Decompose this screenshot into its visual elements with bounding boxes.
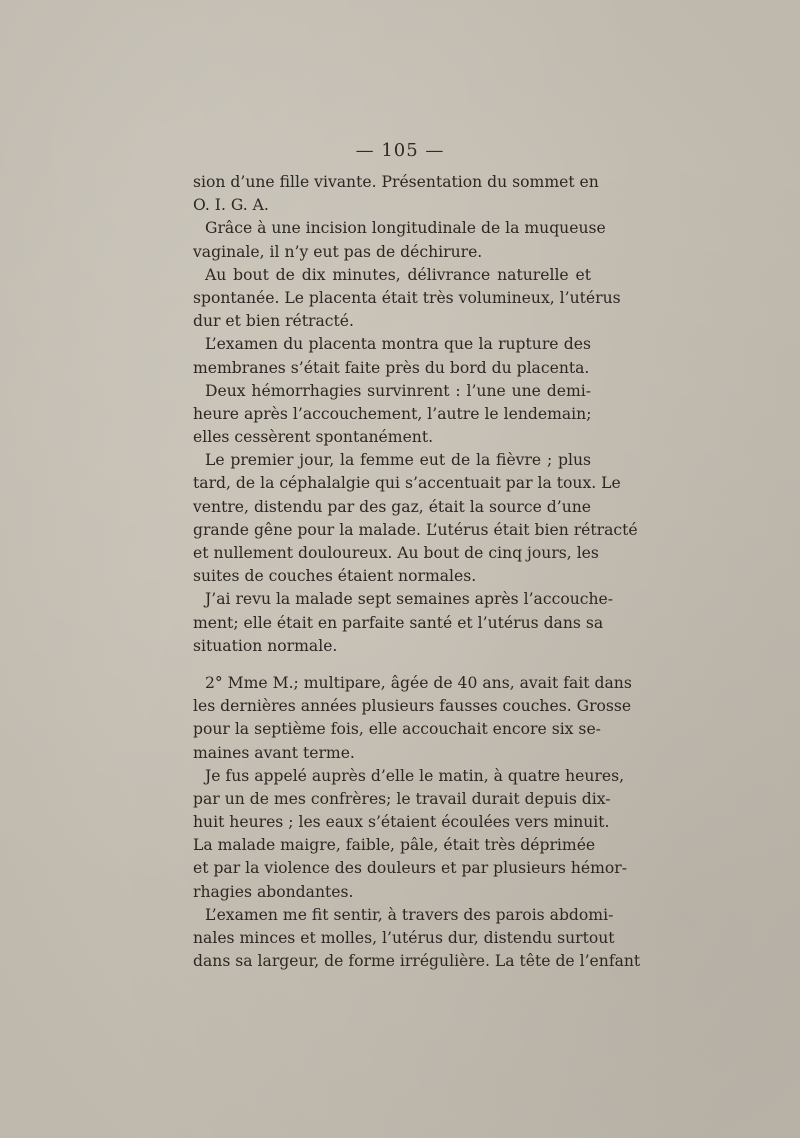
paragraph-gap — [193, 658, 591, 672]
text-line: et par la violence des douleurs et par plusieurs hémor- — [193, 859, 627, 878]
body-text — [193, 171, 641, 973]
text-line: Je fus appelé auprès d’elle le matin, à quatre heures, — [205, 766, 625, 785]
text-line: J’ai revu la malade sept semaines après l’accouche- — [205, 590, 614, 609]
paragraph — [193, 380, 591, 450]
text-line: Au bout de dix minutes, délivrance naturelle et — [205, 265, 591, 284]
text-line: grande gêne pour la malade. L’utérus était bien rétracté — [193, 520, 638, 539]
text-line: sion d’une fille vivante. Présentation du sommet en — [193, 173, 599, 191]
paragraph — [193, 333, 591, 379]
text-line: heure après l’accouchement, l’autre le lendemain; — [193, 404, 592, 423]
paragraph — [193, 672, 632, 765]
paragraph — [193, 765, 627, 904]
text-line: membranes s’était faite près du bord du placenta. — [193, 358, 590, 377]
text-line: spontanée. Le placenta était très volumineux, l’utérus — [193, 288, 621, 307]
text-line: elles cessèrent spontanément. — [193, 428, 434, 447]
text-line: ment; elle était en parfaite santé et l’utérus dans sa — [193, 613, 604, 632]
text-line: les dernières années plusieurs fausses couches. Grosse — [193, 697, 632, 716]
paragraph — [193, 904, 641, 974]
text-line: huit heures ; les eaux s’étaient écoulées vers minuit. — [193, 813, 610, 832]
text-line: situation normale. — [193, 636, 338, 655]
text-line: La malade maigre, faible, pâle, était très déprimée — [193, 836, 596, 855]
text-line: suites de couches étaient normales. — [193, 567, 477, 586]
paragraph — [193, 588, 614, 658]
text-line: rhagies abondantes. — [193, 882, 354, 901]
paragraph — [193, 217, 606, 263]
text-line: 2° Mme M.; multipare, âgée de 40 ans, avait fait dans — [205, 673, 632, 692]
text-line: pour la septième fois, elle accouchait encore six se- — [193, 720, 601, 739]
text-line: dur et bien rétracté. — [193, 312, 354, 331]
text-line: Grâce à une incision longitudinale de la muqueuse — [205, 219, 606, 238]
text-line: Le premier jour, la femme eut de la fièvre ; plus — [205, 451, 591, 470]
paragraph — [193, 264, 621, 334]
text-line: ventre, distendu par des gaz, était la source d’une — [193, 497, 592, 516]
text-line: L’examen me fit sentir, à travers des parois abdomi- — [205, 905, 614, 924]
text-line: Deux hémorrhagies survinrent : l’une une demi- — [205, 381, 591, 400]
text-line: et nullement douloureux. Au bout de cinq jours, les — [193, 544, 599, 562]
paragraph — [193, 449, 638, 588]
text-line: vaginale, il n’y eut pas de déchirure. — [193, 242, 483, 261]
text-line: tard, de la céphalalgie qui s’accentuait par la toux. Le — [193, 474, 621, 493]
text-line: O. I. G. A. — [193, 196, 269, 215]
text-line: L’examen du placenta montra que la rupture des — [205, 335, 591, 354]
text-line: dans sa largeur, de forme irrégulière. La tête de l’enfant — [193, 952, 641, 971]
text-line: par un de mes confrères; le travail durait depuis dix- — [193, 789, 611, 808]
text-line: maines avant terme. — [193, 743, 355, 762]
paragraph — [193, 171, 599, 217]
text-line: nales minces et molles, l’utérus dur, distendu surtout — [193, 929, 615, 947]
page-number: — 105 — — [355, 140, 445, 161]
